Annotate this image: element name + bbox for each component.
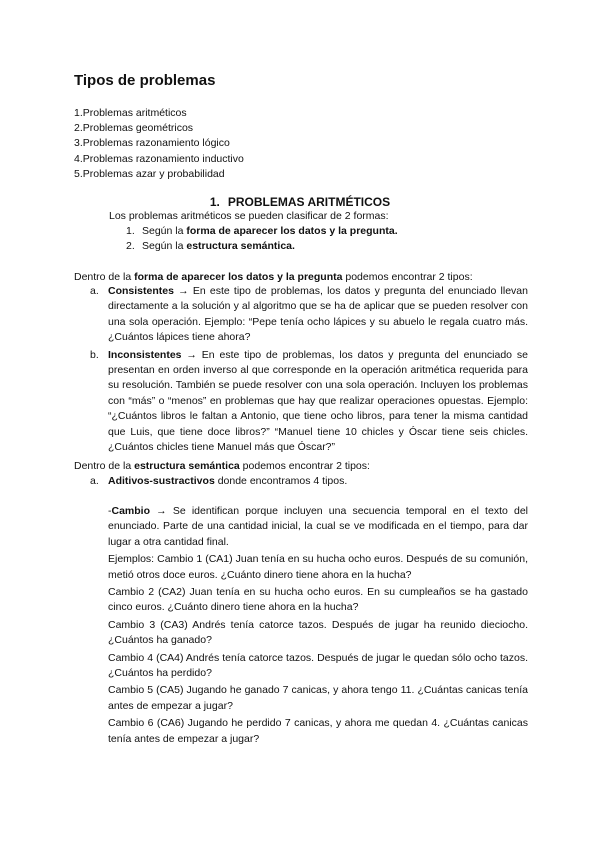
semantic-types-list xyxy=(90,474,528,491)
types-list-data xyxy=(90,284,528,457)
classification-forms-list xyxy=(126,224,398,254)
item-text: donde encontramos 4 tipos. xyxy=(214,475,348,487)
item-marker: a. xyxy=(90,475,99,487)
paragraph xyxy=(74,460,370,472)
list-item xyxy=(126,239,398,254)
problem-types-list xyxy=(74,106,244,182)
list-item xyxy=(90,474,528,489)
list-item: 4.Problemas razonamiento inductivo xyxy=(74,152,244,165)
item-bold-text: forma de aparecer los datos y la pregunta. xyxy=(186,225,398,237)
page-title: Tipos de problemas xyxy=(74,72,216,89)
example-paragraph: Cambio 5 (CA5) Jugando he ganado 7 canicas, y ahora tengo 11. ¿Cuántas canicas tenía antes de empezar a jugar? xyxy=(108,684,528,712)
intro-text: Los problemas aritméticos se pueden clasificar de 2 formas: xyxy=(109,210,389,222)
example-paragraph: Cambio 6 (CA6) Jugando he perdido 7 canicas, y ahora me quedan 4. ¿Cuántas canicas tenía antes de empezar a jugar? xyxy=(108,717,528,745)
paragraph xyxy=(74,271,473,283)
item-text: Según la xyxy=(142,240,187,252)
paragraph-text: Dentro de la xyxy=(74,460,135,472)
list-item xyxy=(90,284,528,346)
section-title: PROBLEMAS ARITMÉTICOS xyxy=(227,195,391,209)
paragraph-bold-text: estructura semántica xyxy=(134,460,240,472)
paragraph-text: podemos encontrar 2 tipos: xyxy=(342,271,473,283)
item-text: → En este tipo de problemas, los datos y pregunta del enunciado se presentan en orden inverso al que corresponde en la operación aritmética requerida para su resolución. También se puede resolver con una sola operación. Incluyen los problemas con “más” o “menos” en problemas que hay que realizar operaciones opuestas. Ejemplo: “¿Cuántos libros le faltan a Antonio, que tiene ocho libros, para tener la misma cantidad que Luis, que tiene doce libros?” “Manuel tiene 10 chicles y Óscar tiene seis chicles. ¿Cuántos chicles tiene Manuel más que Óscar?” xyxy=(108,348,528,454)
list-item: 3.Problemas razonamiento lógico xyxy=(74,137,230,150)
dash-marker: - xyxy=(108,505,112,517)
list-item: 5.Problemas azar y probabilidad xyxy=(74,167,225,180)
list-item xyxy=(90,348,528,456)
item-text: Según la xyxy=(142,225,187,237)
list-item: 2.Problemas geométricos xyxy=(74,122,194,135)
cambio-definition xyxy=(108,504,528,550)
cambio-term: Cambio xyxy=(111,505,151,517)
item-bold-text: Aditivos-sustractivos xyxy=(108,475,215,487)
paragraph-text: podemos encontrar 2 tipos: xyxy=(239,460,370,472)
section-number: 1. xyxy=(209,195,220,209)
list-item: 1.Problemas aritméticos xyxy=(74,107,187,119)
example-paragraph: Cambio 4 (CA4) Andrés tenía catorce tazos. Después de jugar le quedan sólo ocho tazos. ¿Cuántos ha perdido? xyxy=(108,651,528,680)
item-marker: b. xyxy=(90,348,99,361)
example-paragraph: Cambio 3 (CA3) Andrés tenía catorce tazos. Después de jugar ha reunido dieciocho. ¿Cuántos ha ganado? xyxy=(108,618,528,647)
item-bold-text: Consistentes xyxy=(108,285,174,297)
item-marker: a. xyxy=(90,285,99,297)
section-heading xyxy=(0,195,600,209)
example-paragraph: Ejemplos: Cambio 1 (CA1) Juan tenía en su hucha ocho euros. Después de su comunión, metió otros doce euros. ¿Cuánto dinero tiene ahora en la hucha? xyxy=(108,553,528,581)
paragraph-text: Dentro de la xyxy=(74,271,135,283)
cambio-text: → Se identifican porque incluyen una secuencia temporal en el texto del enunciado. Parte de una cantidad inicial, la cual se ve modificada en el tiempo, para dar lugar a otra cantidad final. xyxy=(108,505,528,548)
item-bold-text: estructura semántica. xyxy=(186,240,295,252)
item-number: 1. xyxy=(126,225,135,237)
paragraph-bold-text: forma de aparecer los datos y la pregunta xyxy=(134,271,343,283)
example-paragraph: Cambio 2 (CA2) Juan tenía en su hucha ocho euros. En su cumpleaños se ha gastado cinco euros. ¿Cuánto dinero tiene ahora en la hucha? xyxy=(108,586,528,614)
item-text: → En este tipo de problemas, los datos y pregunta del enunciado llevan directamente a la solución y al algoritmo que se ha de aplicar que se pueden resolver con una sola operación. Ejemplo: “Pepe tenía ocho lápices y su abuelo le regala cuatro más. ¿Cuántos lápices tiene ahora? xyxy=(108,285,528,344)
list-item xyxy=(126,224,398,239)
item-number: 2. xyxy=(126,240,135,252)
item-bold-text: Inconsistentes xyxy=(108,348,182,361)
cambio-block xyxy=(108,504,528,749)
